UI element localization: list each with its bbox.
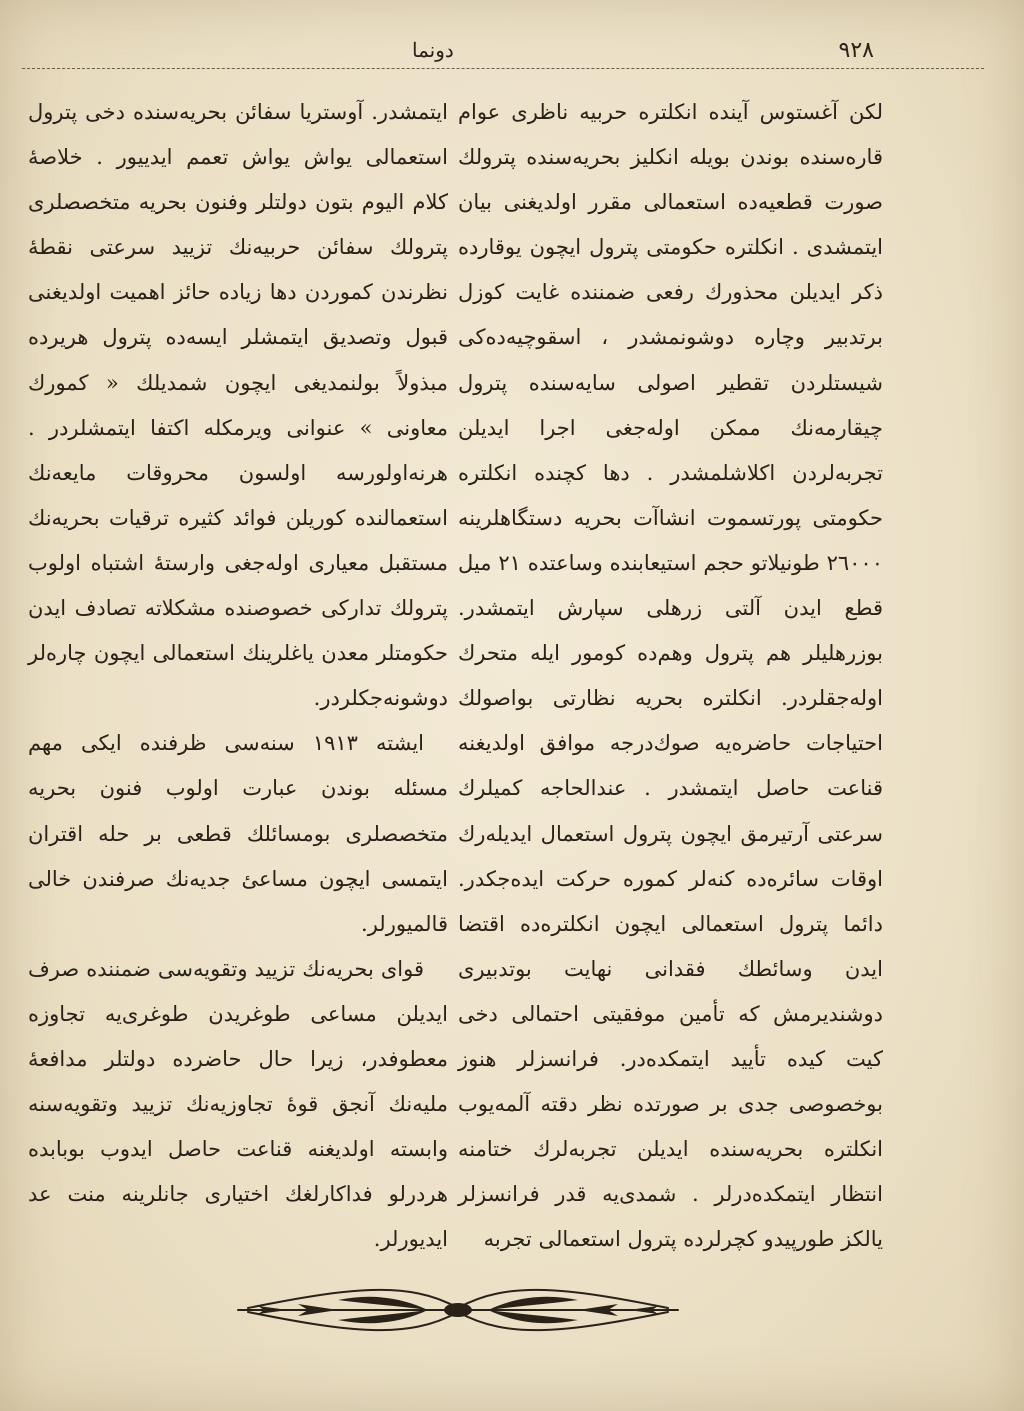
- left-column: [28, 90, 448, 1262]
- right-paragraph-1: لكن آغستوس آینده انكلتره حربیه ناظری عوام قاره‌سنده بوندن بویله انكلیز بحریه‌سنده پترولك صورت قطعیه‌ده استعمالی مقرر اولدیغنی بیان ایتمشدی . انكلتره حكومتی پترول ایچون یوقارده ذكر ایدیلن محذورك رفعی ضمننده غایت كوزل برتدبیر وچاره دوشونمشدر ، اسقوچیه‌ده‌كی شیستلردن تقطیر اصولی سایه‌سنده پترول چیقارمه‌نك ممكن اوله‌جغی اجرا ایدیلن تجربه‌لردن اكلاشلمشدر . دها كچنده انكلتره حكومتی پورتسموت انشاآت بحریه دستگاهلرینه ٢٦٠٠٠ طونیلاتو حجم استیعابنده وساعتده ٢١ میل قطع ایدن آلتی زرهلی سپارش ایتمشدر. بوزرهلیلر هم پترول وهم‌ده كومور ایله متحرك اوله‌جقلردر. انكلتره بحریه نظارتی بواصولك احتیاجات حاضره‌یه صوك‌درجه موافق اولدیغنه قناعت حاصل ایتمشدر . عندالحاجه كمیلرك سرعتی آرتیرمق ایچون پترول استعمال ایدیله‌رك اوقات سائره‌ده كنه‌لر كموره حركت ایده‌جكدر. دائما پترول استعمالی ایچون انكلتره‌ده اقتضا ایدن وسائطك فقدانی نهایت بوتدبیری دوشندیرمش كه تأمین موفقیتی احتمالی دخی كیت كیده تأیید ایتمكده‌در. فرانسزلر هنوز بوخصوصی جدی بر صورتده نظر دقته آلمه‌یوب انكلتره بحریه‌سنده ایدیلن تجربه‌لرك ختامنه انتظار ایتمكده‌درلر . شمدی‌یه قدر فرانسزلر یالكز طورپیدو كچرلرده پترول استعمالی تجربه: [458, 100, 883, 1252]
- page-header: [0, 38, 1024, 68]
- tailpiece-ornament: [228, 1270, 688, 1350]
- left-paragraph-1: ایتمشدر. آوستریا سفائن بحریه‌سنده دخی پترول استعمالی یواش یواش تعمم ایدییور . خلاصهٔ كلام الیوم بتون دولتلر وفنون بحریه متخصصلری پترولك سفائن حربیه‌نك تزیید سرعتی نقطهٔ نظرندن كموردن دها زیاده حائز اهمیت اولدیغنی قبول وتصدیق ایتمشلر ایسه‌ده پترول هریرده مبذولاً بولنمدیغی ایچون شمدیلك « كمورك معاونی » عنوانی ویرمكله اكتفا ایتمشلردر . هرنه‌اولورسه اولسون محروقات مایعه‌نك استعمالنده كوریلن فوائد كثیره ترقیات بحریه‌نك مستقبل معیاری اوله‌جغی وارستهٔ اشتباه اولوب پترولك تداركی خصوصنده مشكلاته تصادف ایدن حكومتلر معدن یاغلرینك استعمالی ایچون چاره‌لر دوشونه‌جكلردر.: [28, 100, 448, 711]
- header-rule: [22, 68, 984, 69]
- right-column: [458, 90, 883, 1262]
- running-title: دونما: [412, 38, 454, 62]
- page-number: ٩٢٨: [838, 38, 874, 63]
- left-paragraph-3: قوای بحریه‌نك تزیید وتقویه‌سی ضمننده صرف ایدیلن مساعی طوغریدن طوغری‌یه تجاوزه معطوفدر، زیرا حال حاضرده دولتلر مدافعهٔ ملیه‌نك آنجق قوهٔ تجاوزیه‌نك تزیید وتقویه‌سنه وابسته اولدیغنه قناعت حاصل ایدوب بوبابده هردرلو فداكارلغك اختیاری جانلرینه منت عد ایدیورلر.: [28, 956, 448, 1252]
- left-paragraph-2: ایشته ١٩١٣ سنه‌سی ظرفنده ایكی مهم مسئله بوندن عبارت اولوب فنون بحریه متخصصلری بومسائلك قطعی بر حله اقتران ایتمسی ایچون مساعئ جدیه‌نك صرفندن خالی قالمیورلر.: [28, 731, 448, 936]
